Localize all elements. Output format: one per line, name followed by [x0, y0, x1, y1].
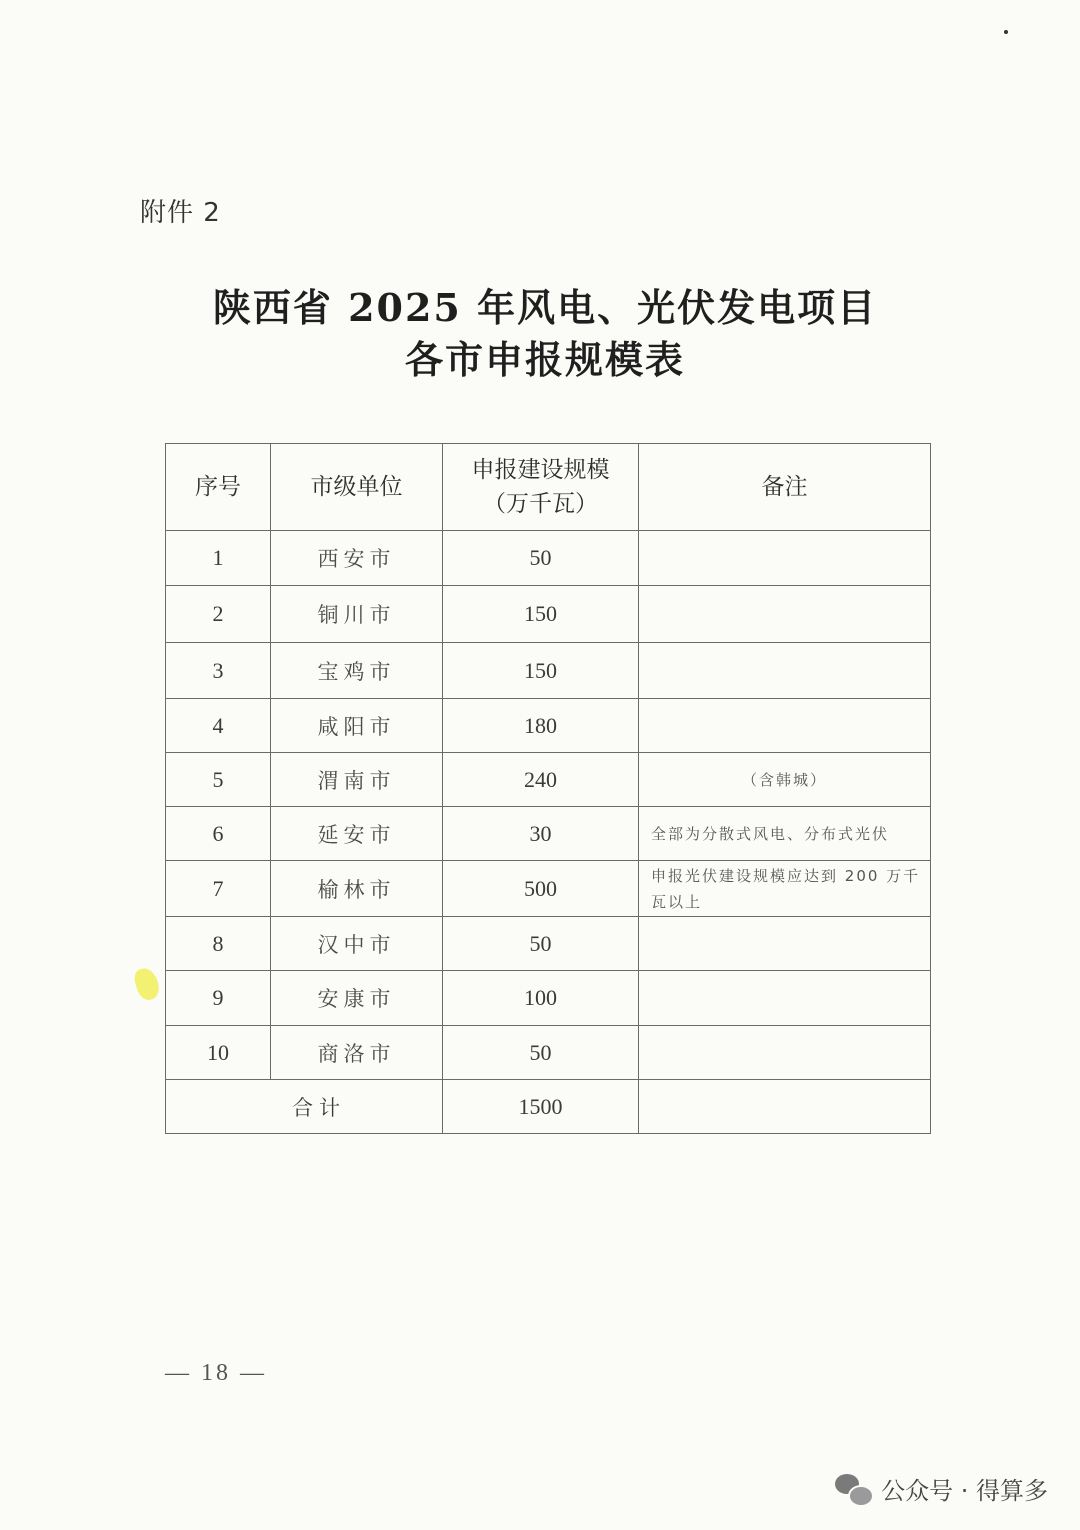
cell-city: 延安市 [271, 807, 443, 861]
cell-no: 2 [166, 586, 271, 643]
total-label: 合计 [166, 1080, 443, 1134]
cell-no: 3 [166, 643, 271, 699]
cell-city: 宝鸡市 [271, 643, 443, 699]
cell-remark: 全部为分散式风电、分布式光伏 [639, 807, 931, 861]
total-remark [639, 1080, 931, 1134]
header-scale [443, 444, 639, 531]
table-row [166, 971, 931, 1026]
table-row [166, 861, 931, 917]
watermark-text: 公众号 · 得算多 [881, 1477, 1048, 1505]
cell-scale: 150 [443, 586, 639, 643]
cell-scale: 50 [443, 1026, 639, 1080]
cell-remark [639, 531, 931, 586]
cell-remark [639, 699, 931, 753]
cell-remark: 申报光伏建设规模应达到 200 万千瓦以上 [639, 861, 931, 917]
yellow-stain [132, 966, 162, 1003]
table-row [166, 807, 931, 861]
cell-city: 安康市 [271, 971, 443, 1026]
cell-scale: 180 [443, 699, 639, 753]
table-header-row [166, 444, 931, 531]
cell-scale: 50 [443, 531, 639, 586]
cell-city: 西安市 [271, 531, 443, 586]
title-line-2: 各市申报规模表 [404, 337, 685, 382]
cell-scale: 500 [443, 861, 639, 917]
cell-city: 铜川市 [271, 586, 443, 643]
cell-remark [639, 586, 931, 643]
cell-no: 10 [166, 1026, 271, 1080]
document-title [0, 282, 1080, 386]
table-row [166, 917, 931, 971]
header-city: 市级单位 [271, 444, 443, 531]
cell-remark [639, 1026, 931, 1080]
cell-remark [639, 971, 931, 1026]
table-row [166, 1026, 931, 1080]
cell-city: 渭南市 [271, 753, 443, 807]
wechat-icon [835, 1474, 871, 1504]
header-scale-line-2: （万千瓦） [483, 491, 598, 517]
page-number: — 18 — [165, 1360, 267, 1386]
table-row [166, 699, 931, 753]
cell-scale: 30 [443, 807, 639, 861]
attachment-label: 附件 2 [140, 198, 221, 228]
title-line-1: 陕西省 2025 年风电、光伏发电项目 [212, 285, 878, 330]
cell-remark: （含韩城） [639, 753, 931, 807]
cell-no: 6 [166, 807, 271, 861]
table-row [166, 643, 931, 699]
cell-no: 5 [166, 753, 271, 807]
page-mark [1004, 30, 1008, 34]
cell-no: 8 [166, 917, 271, 971]
cell-no: 9 [166, 971, 271, 1026]
cell-remark [639, 917, 931, 971]
total-scale: 1500 [443, 1080, 639, 1134]
cell-scale: 50 [443, 917, 639, 971]
cell-city: 汉中市 [271, 917, 443, 971]
cell-no: 4 [166, 699, 271, 753]
cell-scale: 240 [443, 753, 639, 807]
cell-remark [639, 643, 931, 699]
header-no: 序号 [166, 444, 271, 531]
cell-city: 商洛市 [271, 1026, 443, 1080]
table-row [166, 753, 931, 807]
header-scale-line-1: 申报建设规模 [471, 457, 610, 483]
scale-table [165, 443, 931, 1134]
watermark [835, 1471, 1048, 1506]
cell-no: 1 [166, 531, 271, 586]
table-row [166, 586, 931, 643]
table-row [166, 531, 931, 586]
cell-scale: 100 [443, 971, 639, 1026]
cell-scale: 150 [443, 643, 639, 699]
cell-city: 榆林市 [271, 861, 443, 917]
header-remark: 备注 [639, 444, 931, 531]
table-total-row [166, 1080, 931, 1134]
cell-city: 咸阳市 [271, 699, 443, 753]
cell-no: 7 [166, 861, 271, 917]
